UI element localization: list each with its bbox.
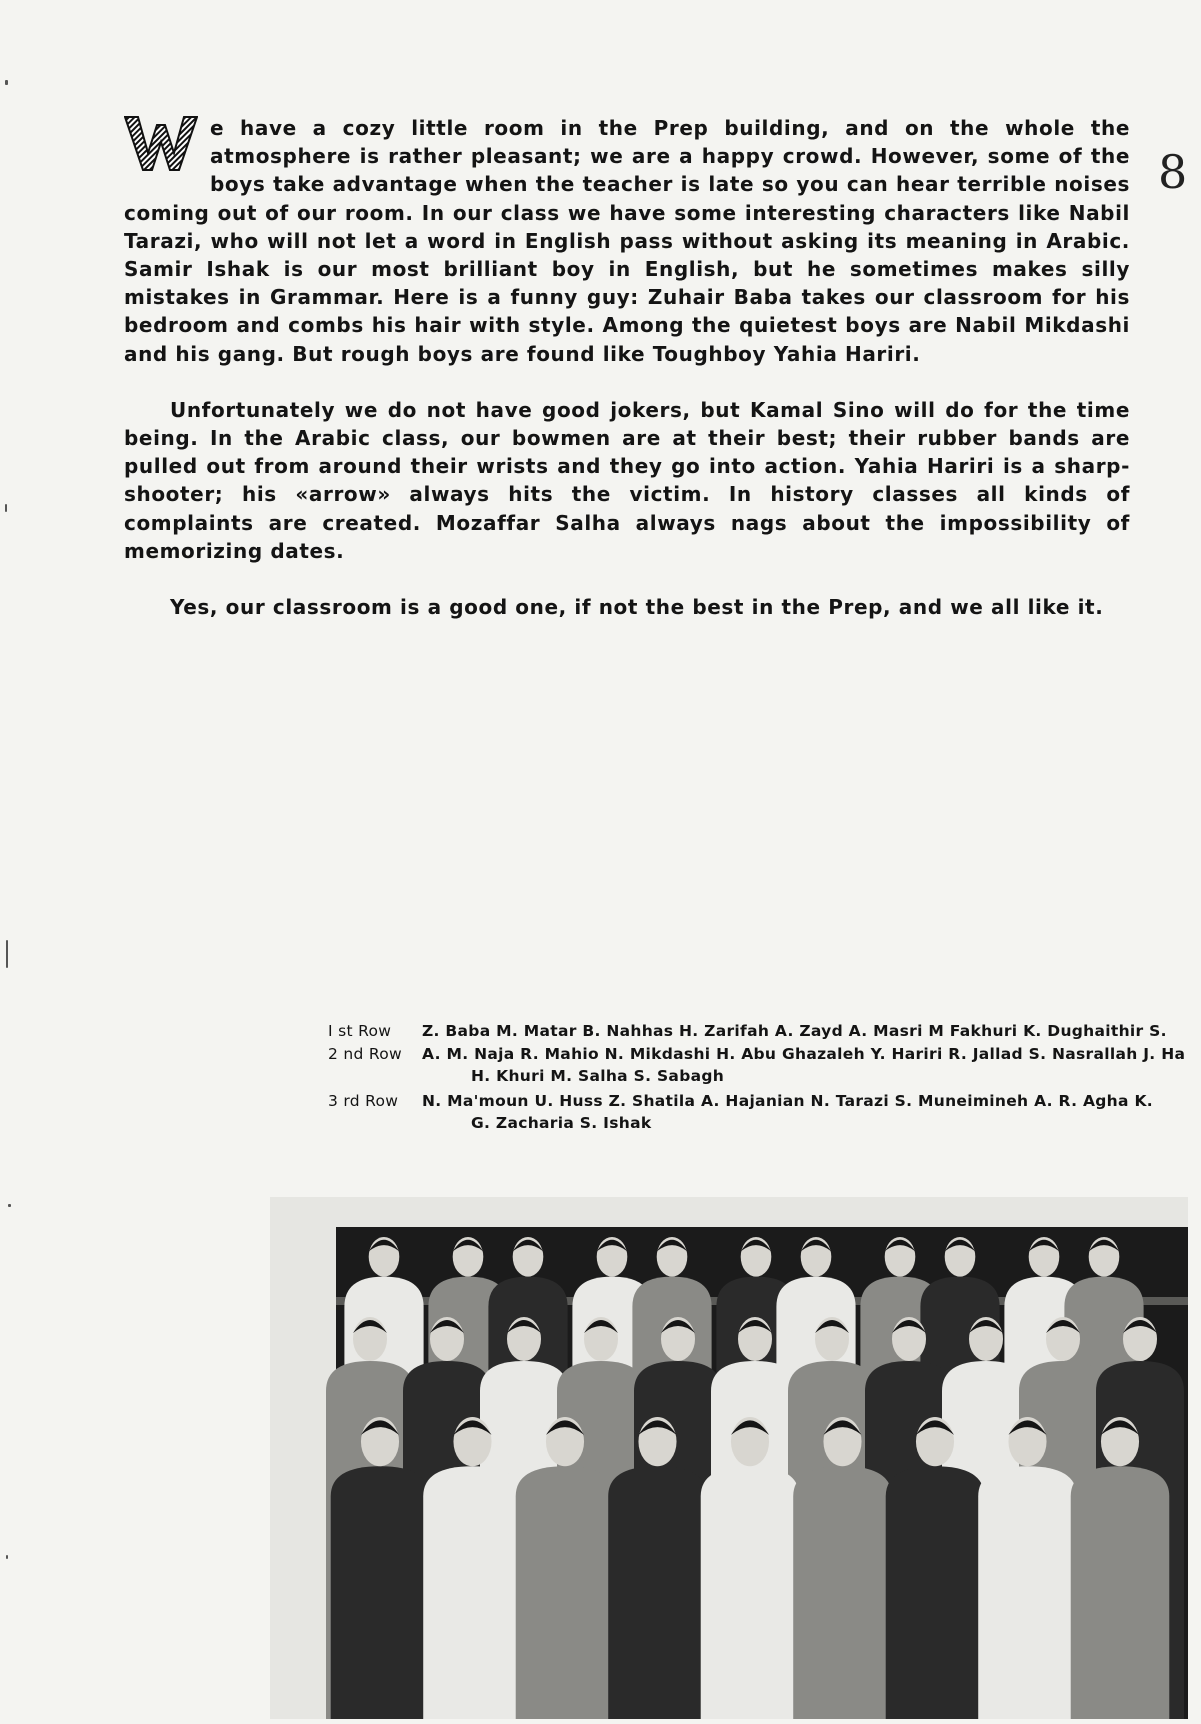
row-names: Z. Baba M. Matar B. Nahhas H. Zarifah A. Zayd A. Masri M Fakhuri K. Dughaithir S. [422,1022,1167,1040]
caption-row-3 [328,1090,1188,1112]
class-group-photo [270,1197,1188,1719]
paragraph-2: Unfortunately we do not have good jokers, but Kamal Sino will do for the time being. In the Arabic class, our bowmen are at their best; their rubber bands are pulled out from around their wrists and they go into action. Yahia Hariri is a sharp-shooter; his «arrow» always hits the victim. In history classes all kinds of complaints are created. Mozaffar Salha always nags about the impossibility of memorizing dates. [124,397,1130,563]
student-body [793,1466,892,1719]
student-body [423,1466,522,1719]
student-body [978,1466,1077,1719]
scan-speck [5,504,7,512]
student-body [331,1466,430,1719]
dropcap-w [124,115,198,171]
row-label: I st Row [328,1022,392,1040]
paragraph-1-text: e have a cozy little room in the Prep building, and on the whole the atmosphere is rather pleasant; we are a happy crowd. However, some of the boys take advantage when the teacher is late so you can hear terrible noises coming out of our room. In our class we have some interesting characters like Nabil Tarazi, who will not let a word in English pass without asking its meaning in Arabic. Samir Ishak is our most brilliant boy in English, but he sometimes makes silly mistakes in Grammar. Here is a funny guy: Zuhair Baba takes our classroom for his bedroom and combs his hair with style. Among the quietest boys are Nabil Mikdashi and his gang. But rough boys are found like Toughboy Yahia Hariri. [124,116,1130,366]
row-names-continued: G. Zacharia S. Ishak [471,1114,652,1132]
paragraph-3: Yes, our classroom is a good one, if not the best in the Prep, and we all like it. [170,595,1104,620]
student-body [516,1466,615,1719]
scan-speck [6,1555,8,1559]
scan-speck [5,80,8,85]
article-text [124,114,1130,621]
scan-speck [6,940,8,968]
student-body [701,1466,800,1719]
caption-row-1 [328,1020,1188,1042]
student-body [608,1466,707,1719]
page-number-partial: 8 [1158,145,1188,199]
row-names-continued: H. Khuri M. Salha S. Sabagh [471,1067,725,1085]
paragraph-1 [124,114,1130,368]
student-body [1071,1466,1170,1719]
caption-row-2 [328,1043,1188,1065]
row-names: N. Ma'moun U. Huss Z. Shatila A. Hajanian N. Tarazi S. Muneimineh A. R. Agha K. [422,1092,1153,1110]
student-body [886,1466,985,1719]
photo-caption [328,1020,1188,1134]
scan-speck [8,1204,11,1207]
row-label: 2 nd Row [328,1045,403,1063]
row-names: A. M. Naja R. Mahio N. Mikdashi H. Abu Ghazaleh Y. Hariri R. Jallad S. Nasrallah J. Ha [422,1045,1186,1063]
row-label: 3 rd Row [328,1092,399,1110]
